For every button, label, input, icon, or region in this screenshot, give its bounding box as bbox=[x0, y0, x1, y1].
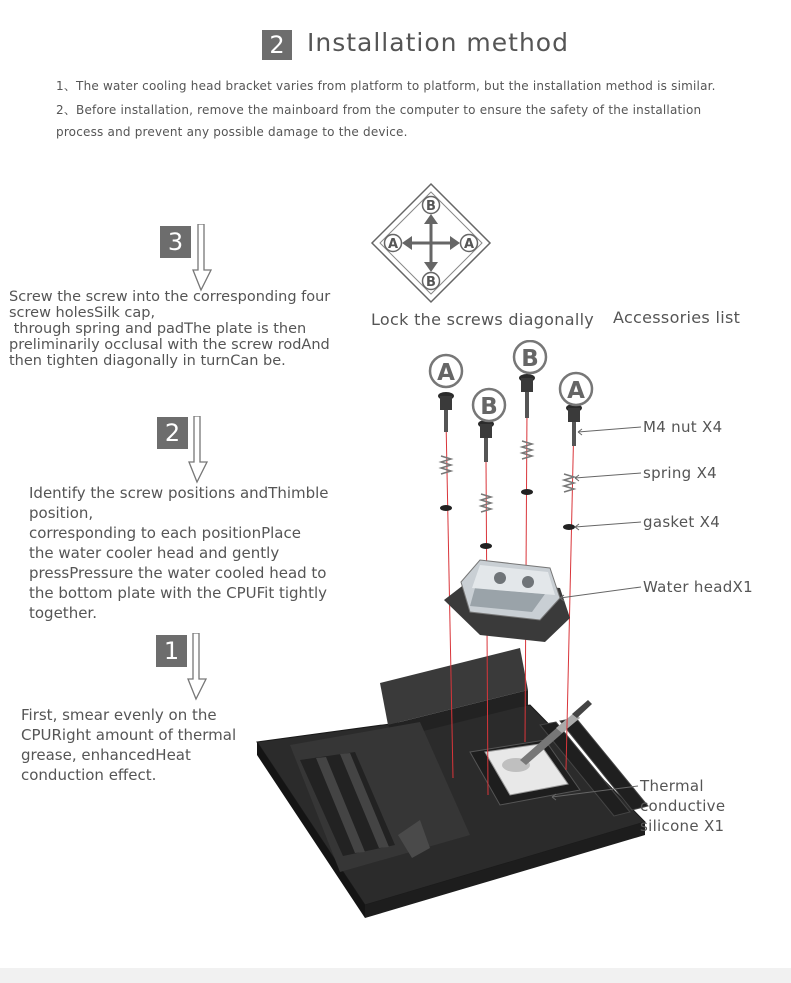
step-2-badge: 2 bbox=[157, 417, 188, 449]
bottom-bar bbox=[0, 968, 791, 983]
accessory-label-spring: spring X4 bbox=[643, 464, 717, 482]
down-arrow-icon bbox=[192, 224, 214, 292]
step-1-badge: 1 bbox=[156, 635, 187, 667]
note-line-2: 2、Before installation, remove the mainboard from the computer to ensure the safety of the installation bbox=[56, 103, 702, 117]
accessory-label-water-head: Water headX1 bbox=[643, 578, 753, 596]
step-2-text: Identify the screw positions andThimble position, corresponding to each positionPlace the water cooler head and gently pressPressure the water cooled head to the bottom plate with the CPUFit tightly together. bbox=[29, 484, 329, 622]
screw-letter-4: A bbox=[567, 378, 585, 404]
diamond-letter-left: A bbox=[387, 237, 399, 252]
diamond-letter-bottom: B bbox=[426, 275, 436, 290]
diamond-letter-top: B bbox=[426, 199, 436, 214]
screw-letter-2: B bbox=[480, 394, 498, 420]
step-1-text: First, smear evenly on the CPURight amount of thermal grease, enhancedHeat conduction effect. bbox=[21, 706, 237, 784]
screw-set-illustration bbox=[438, 374, 582, 549]
accessory-label-gasket: gasket X4 bbox=[643, 513, 721, 531]
screw-letter-3: B bbox=[521, 346, 539, 372]
section-number-badge: 2 bbox=[262, 30, 292, 60]
screw-letter-1: A bbox=[437, 360, 455, 386]
lock-caption: Lock the screws diagonally bbox=[371, 310, 595, 329]
down-arrow-icon bbox=[188, 416, 210, 484]
accessories-title: Accessories list bbox=[613, 308, 741, 327]
page-title: Installation method bbox=[307, 28, 569, 57]
accessory-label-nut: M4 nut X4 bbox=[643, 418, 723, 436]
note-line-1: 1、The water cooling head bracket varies from platform to platform, but the installation method is similar. bbox=[56, 79, 716, 93]
motherboard-illustration bbox=[257, 648, 648, 918]
diagonal-lock-diagram bbox=[370, 182, 492, 304]
accessory-label-thermal: Thermal conductive silicone X1 bbox=[640, 777, 726, 835]
diamond-letter-right: A bbox=[463, 237, 475, 252]
step-3-badge: 3 bbox=[160, 226, 191, 258]
note-line-3: process and prevent any possible damage to the device. bbox=[56, 125, 408, 139]
down-arrow-icon bbox=[187, 633, 209, 701]
step-3-text: Screw the screw into the corresponding four screw holesSilk cap, through spring and padThe plate is then preliminarily occlusal with the screw rodAnd then tighten diagonally in turnCan be. bbox=[9, 289, 331, 369]
water-head-illustration bbox=[444, 560, 570, 642]
